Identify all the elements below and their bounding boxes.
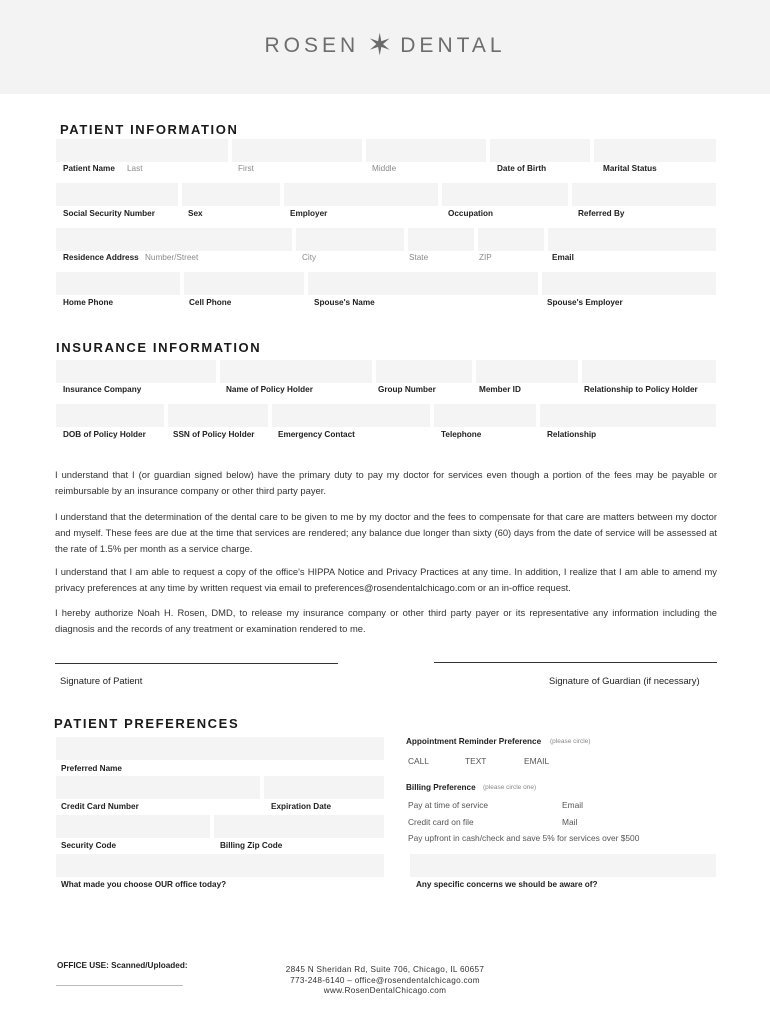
preferred-name-label: Preferred Name	[61, 764, 122, 773]
logo-text-right: DENTAL	[400, 34, 506, 57]
please-circle-note: (please circle)	[550, 738, 591, 745]
relationship-holder-label: Relationship to Policy Holder	[584, 385, 698, 394]
first-placeholder: First	[238, 164, 254, 173]
telephone-input[interactable]	[434, 404, 536, 427]
email-label: Email	[552, 253, 574, 262]
member-id-input[interactable]	[476, 360, 578, 383]
employer-input[interactable]	[284, 183, 438, 206]
patient-info-title: PATIENT INFORMATION	[60, 122, 239, 137]
address-label: Residence Address	[63, 253, 139, 262]
sex-label: Sex	[188, 209, 203, 218]
security-code-label: Security Code	[61, 841, 117, 850]
footer	[230, 965, 540, 997]
first-name-input[interactable]	[232, 139, 362, 162]
spouse-employer-input[interactable]	[542, 272, 716, 295]
ssn-label: Social Security Number	[63, 209, 155, 218]
city-input[interactable]	[296, 228, 404, 251]
relationship-holder-input[interactable]	[582, 360, 716, 383]
footer-contact: 773-248-6140 – office@rosendentalchicago.com	[290, 975, 480, 985]
member-id-label: Member ID	[479, 385, 521, 394]
telephone-label: Telephone	[441, 430, 482, 439]
marital-status-label: Marital Status	[603, 164, 657, 173]
employer-label: Employer	[290, 209, 328, 218]
home-phone-label: Home Phone	[63, 298, 114, 307]
reminder-preference-label: Appointment Reminder Preference	[406, 737, 542, 746]
emergency-contact-label: Emergency Contact	[278, 430, 355, 439]
group-number-input[interactable]	[376, 360, 472, 383]
reminder-option-email[interactable]: EMAIL	[524, 756, 550, 766]
emergency-contact-input[interactable]	[272, 404, 430, 427]
policy-holder-label: Name of Policy Holder	[226, 385, 313, 394]
spouse-name-input[interactable]	[308, 272, 538, 295]
financial-responsibility-paragraph: I understand that I (or guardian signed below) have the primary duty to pay my doctor for services even though a portion of the fees may be payable or reimbursable by an insurance company or other third party payer.	[55, 469, 717, 496]
billing-option-credit-on-file[interactable]: Credit card on file	[408, 817, 474, 827]
email-input[interactable]	[548, 228, 716, 251]
insurance-company-input[interactable]	[56, 360, 216, 383]
street-placeholder: Number/Street	[145, 253, 199, 262]
expiration-date-label: Expiration Date	[271, 802, 332, 811]
city-placeholder: City	[302, 253, 317, 262]
footer-address: 2845 N Sheridan Rd, Suite 706, Chicago, IL 60657	[285, 965, 485, 974]
dob-holder-input[interactable]	[56, 404, 164, 427]
ssn-holder-input[interactable]	[168, 404, 268, 427]
patient-signature-label: Signature of Patient	[60, 675, 143, 686]
group-number-label: Group Number	[378, 385, 436, 394]
ssn-holder-label: SSN of Policy Holder	[173, 430, 255, 439]
patient-signature-line[interactable]	[55, 663, 338, 664]
authorization-paragraph: I hereby authorize Noah H. Rosen, DMD, to release my insurance company or other third party payer or its representative any information including the diagnosis and the records of any treatment or examination rendered to me.	[55, 607, 717, 634]
guardian-signature-label: Signature of Guardian (if necessary)	[549, 675, 700, 686]
zip-placeholder: ZIP	[479, 253, 492, 262]
sex-input[interactable]	[182, 183, 280, 206]
billing-zip-label: Billing Zip Code	[220, 841, 283, 850]
insurance-info-title: INSURANCE INFORMATION	[56, 340, 262, 355]
referred-by-label: Referred By	[578, 209, 625, 218]
billing-option-email[interactable]: Email	[562, 800, 583, 810]
billing-zip-input[interactable]	[214, 815, 384, 838]
policy-holder-input[interactable]	[220, 360, 372, 383]
credit-card-label: Credit Card Number	[61, 802, 139, 811]
relationship-input[interactable]	[540, 404, 716, 427]
spouse-name-label: Spouse's Name	[314, 298, 375, 307]
guardian-signature-line[interactable]	[434, 662, 717, 663]
footer-website: www.RosenDentalChicago.com	[323, 986, 447, 995]
dob-label: Date of Birth	[497, 164, 547, 173]
fees-paragraph: I understand that the determination of the dental care to be given to me by my doctor and the fees to compensate for that care are matters between my doctor and myself. These fees are due at the time that services are rendered; any balance due longer than sixty (60) days from the date of service will be assessed at the rate of 1.5% per month as a service charge.	[55, 511, 717, 554]
relationship-label: Relationship	[547, 430, 597, 439]
spouse-employer-label: Spouse's Employer	[547, 298, 623, 307]
patient-name-label: Patient Name	[63, 164, 115, 173]
occupation-input[interactable]	[442, 183, 568, 206]
ssn-input[interactable]	[56, 183, 178, 206]
concerns-label: Any specific concerns we should be aware of?	[416, 880, 598, 889]
middle-name-input[interactable]	[366, 139, 486, 162]
billing-option-mail[interactable]: Mail	[562, 817, 578, 827]
billing-option-pay-at-service[interactable]: Pay at time of service	[408, 800, 489, 810]
preferred-name-input[interactable]	[56, 737, 384, 760]
privacy-paragraph: I understand that I am able to request a copy of the office's HIPPA Notice and Privacy Practices at any time. In addition, I realize that I am able to amend my privacy preferences at any time by written request via email to preferences@rosendentalchicago.com or an in-office request.	[55, 566, 717, 593]
reminder-option-call[interactable]: CALL	[408, 756, 429, 766]
home-phone-input[interactable]	[56, 272, 180, 295]
insurance-company-label: Insurance Company	[63, 385, 142, 394]
cell-phone-input[interactable]	[184, 272, 304, 295]
please-circle-one-note: (please circle one)	[483, 784, 537, 791]
middle-placeholder: Middle	[372, 164, 397, 173]
credit-card-input[interactable]	[56, 776, 260, 799]
patient-preferences-title: PATIENT PREFERENCES	[54, 716, 240, 731]
why-office-input[interactable]	[56, 854, 384, 877]
last-name-input[interactable]	[56, 139, 228, 162]
star-icon: ✶	[367, 29, 393, 62]
referred-by-input[interactable]	[572, 183, 716, 206]
street-input[interactable]	[56, 228, 292, 251]
billing-preference-label: Billing Preference	[406, 783, 476, 792]
office-use-line[interactable]	[56, 985, 183, 986]
security-code-input[interactable]	[56, 815, 210, 838]
cell-phone-label: Cell Phone	[189, 298, 232, 307]
state-placeholder: State	[409, 253, 429, 262]
billing-option-upfront[interactable]: Pay upfront in cash/check and save 5% for services over $500	[408, 833, 640, 843]
last-placeholder: Last	[127, 164, 143, 173]
zip-input[interactable]	[478, 228, 544, 251]
reminder-option-text[interactable]: TEXT	[465, 756, 487, 766]
marital-status-input[interactable]	[594, 139, 716, 162]
occupation-label: Occupation	[448, 209, 494, 218]
logo-text-left: ROSEN	[264, 34, 360, 57]
logo	[0, 29, 770, 63]
expiration-date-input[interactable]	[264, 776, 384, 799]
concerns-input[interactable]	[410, 854, 716, 877]
dob-holder-label: DOB of Policy Holder	[63, 430, 146, 439]
office-use-label: OFFICE USE: Scanned/Uploaded:	[57, 961, 188, 970]
state-input[interactable]	[408, 228, 474, 251]
why-office-label: What made you choose OUR office today?	[61, 880, 227, 889]
dob-input[interactable]	[490, 139, 590, 162]
